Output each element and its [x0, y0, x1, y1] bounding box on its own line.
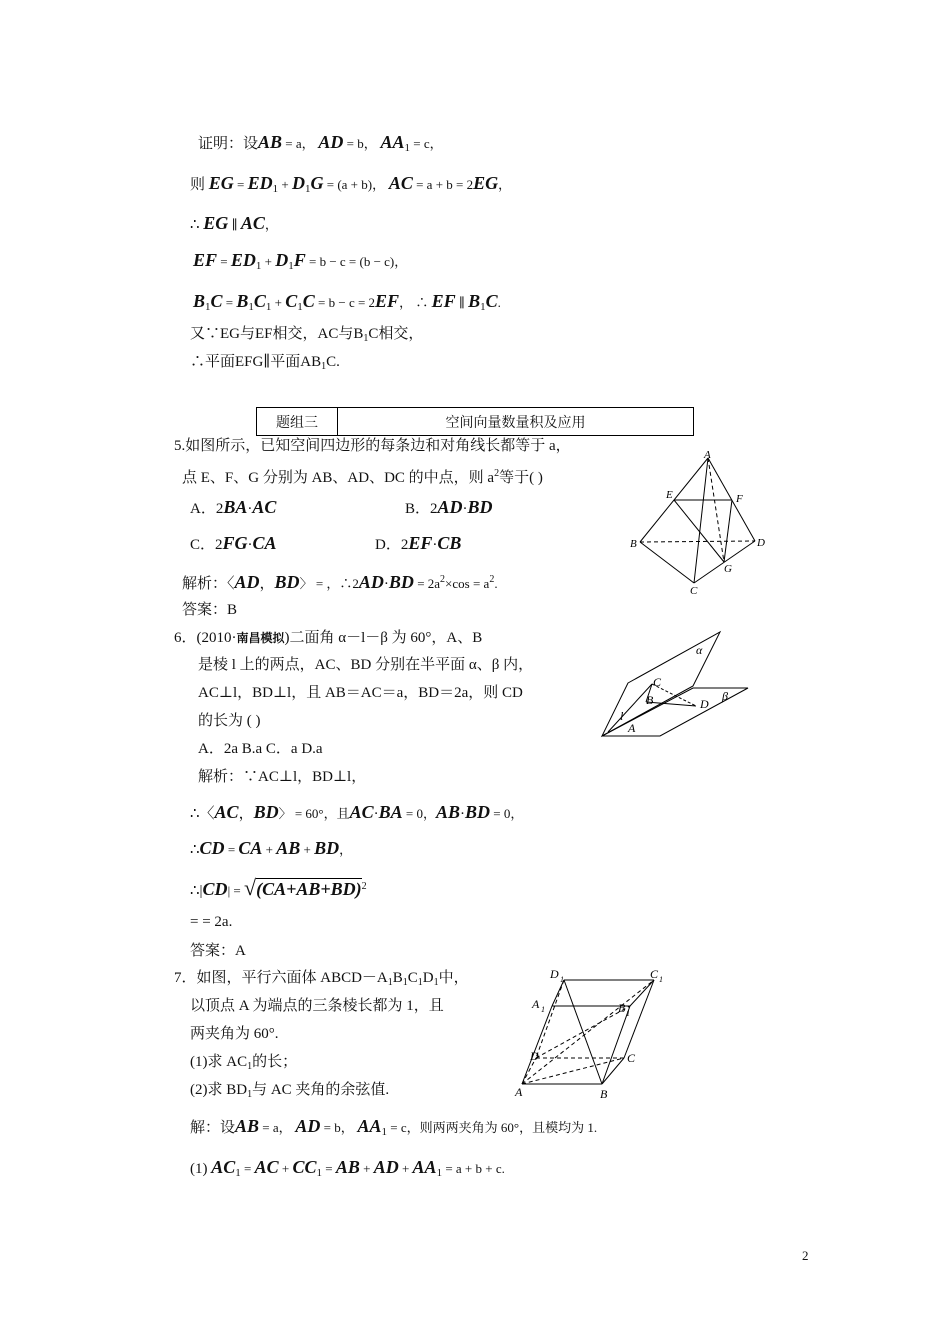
text: +: [359, 1161, 374, 1176]
radicand: (CA+AB+BD): [256, 879, 362, 899]
dot: ·: [460, 806, 466, 822]
text: =: [233, 177, 248, 192]
table-cell-topic: 空间向量数量积及应用: [445, 414, 586, 431]
vector: BD: [465, 802, 491, 822]
vector: BD: [388, 572, 414, 592]
text: 的长为 ( ): [198, 713, 261, 729]
text: 5.如图所示，已知空间四边形的每条边和对角线长都等于 a，: [174, 438, 571, 454]
vector: AC: [254, 1157, 279, 1177]
label-d1-sub: 1: [560, 975, 564, 984]
q5-solution: [182, 570, 498, 594]
text: 7．如图，平行六面体 ABCD－A: [174, 970, 388, 986]
vector: BA: [223, 497, 248, 517]
table-cell-group: 题组三: [257, 408, 338, 435]
label-f: F: [736, 493, 743, 505]
q6-stem-2: [198, 655, 533, 675]
q7-stem-1: [174, 968, 469, 993]
dot: ·: [432, 537, 438, 553]
text: =: [240, 1161, 255, 1176]
text: = = 2a.: [190, 914, 233, 930]
text: = 0，: [490, 806, 524, 821]
text: +: [261, 254, 276, 269]
label-d: D: [700, 697, 709, 711]
text: A．2: [190, 501, 224, 517]
text: B: [392, 970, 403, 986]
text: ×cos = a: [445, 576, 490, 591]
text: = 2a: [413, 576, 441, 591]
label-a: A: [515, 1085, 523, 1099]
vector: BA: [378, 802, 403, 822]
q5-option-c: [190, 533, 277, 555]
text: (1)求 AC: [190, 1054, 248, 1070]
text: ，: [259, 576, 275, 592]
vector: C: [285, 291, 298, 311]
label-b: B: [600, 1087, 608, 1101]
q6-stem-3: [198, 683, 523, 703]
subscript: 1: [404, 142, 411, 154]
proof-line-2: [190, 173, 511, 199]
vector: C: [253, 291, 266, 311]
sqrt-icon: √: [244, 875, 257, 900]
text: 两夹角为 60°.: [190, 1026, 279, 1042]
text: = (a + b)，: [323, 177, 386, 192]
vector: EF: [375, 291, 400, 311]
q5-stem-2: [182, 464, 543, 488]
subscript: 1: [433, 977, 439, 988]
subscript: 1: [297, 301, 303, 313]
proof-line-6: [190, 324, 423, 349]
text: = c，则两两夹角为 60°，且模均为 1.: [387, 1120, 598, 1135]
text: = a + b = 2: [412, 177, 474, 192]
q5-answer: [182, 600, 237, 620]
q6-stem-1: [174, 628, 482, 648]
vector: AC: [211, 1157, 236, 1177]
text: AC⊥l，BD⊥l，且 AB＝AC＝a，BD＝2a，则 CD: [198, 685, 523, 701]
vector: CD: [199, 838, 225, 858]
q7-stem-3: [190, 1024, 279, 1044]
section-table: [256, 407, 694, 436]
text: 证明：设: [198, 136, 259, 152]
text: = b − c = 2: [314, 295, 376, 310]
vector: EG: [473, 173, 499, 193]
vector: AA: [380, 132, 405, 152]
vector: AD: [373, 1157, 399, 1177]
text: 〉 = ，∴2: [299, 576, 359, 591]
text: = b，: [343, 136, 377, 151]
text: C: [407, 970, 418, 986]
subscript: 1: [265, 301, 272, 313]
text: ，: [264, 217, 278, 232]
text: +: [278, 1161, 293, 1176]
vector: AB: [258, 132, 283, 152]
text: = a + b + c.: [442, 1161, 505, 1176]
text: =: [222, 295, 237, 310]
subscript: 1: [272, 183, 279, 195]
q6-solution-3: [190, 838, 352, 860]
subscript: 1: [304, 183, 311, 195]
vector: ED: [247, 173, 273, 193]
text: = 0，: [402, 806, 436, 821]
q5-stem-1: [174, 436, 571, 456]
vector: EF: [408, 533, 433, 553]
vector: B: [468, 291, 481, 311]
q7-stem-2: [190, 996, 444, 1016]
subscript: 1: [247, 1061, 253, 1072]
superscript: 2: [361, 881, 367, 892]
label-c: C: [690, 585, 698, 597]
vector: AC: [388, 173, 413, 193]
vector: D: [275, 250, 289, 270]
parallelepiped-figure: [512, 962, 672, 1102]
text: = a，: [259, 1120, 292, 1135]
text: ，: [238, 806, 254, 822]
text: ∴平面EFG∥平面AB: [190, 354, 322, 370]
text: 答案：B: [182, 602, 238, 618]
vector: BD: [274, 572, 300, 592]
vector: C: [485, 291, 498, 311]
vector: AC: [214, 802, 239, 822]
vector: AC: [349, 802, 374, 822]
text: C相交，: [368, 326, 424, 342]
text: 则: [190, 177, 206, 193]
text: ，: [339, 842, 353, 857]
q6-solution-2: [190, 802, 523, 824]
vector: B: [193, 291, 206, 311]
q7-solution-1: [190, 1116, 597, 1142]
text: 解析：∵AC⊥l，BD⊥l，: [198, 769, 367, 785]
subscript: 1: [402, 977, 408, 988]
q6-answer: [190, 941, 246, 961]
text: = c，: [410, 136, 443, 151]
subscript: 1: [480, 301, 486, 313]
dot: ·: [247, 501, 253, 517]
text: D: [422, 970, 434, 986]
label-a: A: [628, 721, 636, 735]
text: 中，: [438, 970, 469, 986]
label-l: l: [620, 709, 624, 723]
text: ∴〈: [190, 806, 215, 822]
text: C.: [326, 354, 340, 370]
text: 解析：〈: [182, 576, 235, 592]
vector: AD: [234, 572, 260, 592]
vector: CB: [437, 533, 462, 553]
vector: F: [293, 250, 306, 270]
vector: AC: [252, 497, 277, 517]
vector: D: [291, 173, 305, 193]
text: 6．(2010·: [174, 630, 237, 646]
text: ， ∴: [399, 295, 432, 310]
proof-line-3: [190, 213, 278, 235]
text: A．2a B.a C．a D.a: [198, 741, 323, 757]
q6-solution-4: [190, 877, 367, 901]
vector: FG: [222, 533, 248, 553]
vector: AD: [437, 497, 463, 517]
vector: EG: [208, 173, 234, 193]
vector: G: [310, 173, 324, 193]
vector: C: [210, 291, 223, 311]
tetrahedron-figure: [620, 448, 770, 598]
label-c: C: [627, 1051, 636, 1065]
text: .: [494, 576, 498, 591]
q5-option-d: [375, 533, 461, 555]
q6-solution-5: [190, 912, 232, 932]
q7-solution-2: [190, 1157, 505, 1183]
dot: ·: [373, 806, 379, 822]
superscript: 2: [440, 574, 446, 585]
vector: BD: [467, 497, 493, 517]
q6-options: [198, 739, 323, 759]
text: = b − c = (b − c)，: [305, 254, 408, 269]
q5-option-b: [405, 497, 493, 519]
text: C．2: [190, 537, 223, 553]
subscript: 1: [387, 977, 393, 988]
superscript: 2: [494, 468, 500, 479]
text: )二面角 α－l－β 为 60°，A、B: [284, 630, 483, 646]
source-label: 南昌模拟: [236, 631, 285, 645]
vector: ED: [230, 250, 256, 270]
label-b1: B: [618, 1001, 626, 1015]
subscript: 1: [316, 1167, 322, 1179]
label-d1: D: [550, 967, 559, 981]
q6-solution-1: [198, 767, 366, 787]
q6-stem-4: [198, 711, 261, 731]
label-a1-sub: 1: [541, 1005, 545, 1014]
vector: AD: [318, 132, 344, 152]
label-alpha: α: [696, 643, 703, 657]
q7-stem-5: [190, 1080, 389, 1105]
text: =: [321, 1161, 336, 1176]
text: B．2: [405, 501, 438, 517]
text: =: [224, 842, 239, 857]
label-c1: C: [650, 967, 659, 981]
vector: AB: [276, 838, 301, 858]
vector: EG: [203, 213, 229, 233]
text: =: [217, 254, 231, 269]
proof-line-7: [190, 352, 340, 377]
subscript: 1: [288, 260, 294, 272]
subscript: 1: [417, 977, 423, 988]
vector: AA: [357, 1116, 382, 1136]
text: +: [262, 842, 277, 857]
vector: CA: [238, 838, 263, 858]
q5-option-a: [190, 497, 276, 519]
page-number: 2: [802, 1248, 809, 1263]
subscript: 1: [381, 1126, 388, 1138]
dot: ·: [462, 501, 468, 517]
text: (1): [190, 1161, 212, 1177]
text: 与 AC 夹角的余弦值.: [252, 1082, 390, 1098]
subscript: 1: [248, 301, 254, 313]
proof-line-4: [193, 250, 407, 276]
label-d: D: [530, 1049, 539, 1063]
text: 答案：A: [190, 943, 246, 959]
label-b: B: [646, 693, 654, 707]
vector: B: [236, 291, 249, 311]
proof-line-1: [198, 132, 443, 158]
subscript: 1: [247, 1089, 253, 1100]
text: ∥: [455, 295, 469, 310]
vector: AD: [295, 1116, 321, 1136]
text: 又∵EG与EF相交，AC与B: [190, 326, 364, 342]
text: D．2: [375, 537, 409, 553]
label-e: E: [666, 489, 673, 501]
vector: AC: [240, 213, 265, 233]
subscript: 1: [255, 260, 262, 272]
q7-stem-4: [190, 1052, 297, 1077]
text: 等于( ): [499, 470, 543, 486]
text: +: [271, 295, 286, 310]
subscript: 1: [205, 301, 211, 313]
superscript: 2: [489, 574, 495, 585]
text: ，: [498, 177, 512, 192]
text: +: [398, 1161, 413, 1176]
text: +: [300, 842, 315, 857]
text: 点 E、F、G 分别为 AB、AD、DC 的中点，则 a: [182, 470, 495, 486]
vector: CD: [202, 879, 228, 899]
subscript: 1: [363, 333, 369, 344]
vector: AD: [358, 572, 384, 592]
text: 解：设: [190, 1120, 236, 1136]
vector: AB: [335, 1157, 360, 1177]
subscript: 1: [321, 361, 327, 372]
therefore-symbol: ∴: [190, 217, 200, 233]
text: 是棱 l 上的两点，AC、BD 分别在半平面 α、β 内，: [198, 657, 534, 673]
vector: CC: [292, 1157, 317, 1177]
label-d: D: [757, 537, 765, 549]
vector: BD: [314, 838, 340, 858]
label-c: C: [653, 675, 662, 689]
vector: C: [302, 291, 315, 311]
subscript: 1: [436, 1167, 443, 1179]
vector: AA: [412, 1157, 437, 1177]
text: 〉 = 60°，且: [278, 806, 350, 821]
subscript: 1: [235, 1167, 241, 1179]
label-b1-sub: 1: [626, 1009, 630, 1018]
text: | =: [227, 883, 244, 898]
label-a: A: [704, 449, 711, 461]
text: = a，: [282, 136, 315, 151]
vector: BD: [253, 802, 279, 822]
dot: ·: [383, 576, 389, 592]
text: 的长；: [252, 1054, 298, 1070]
therefore-symbol: ∴: [190, 842, 200, 858]
text: = b，: [320, 1120, 354, 1135]
proof-line-5: [193, 291, 501, 317]
text: .: [497, 295, 501, 310]
label-b: B: [630, 538, 637, 550]
vector: CA: [252, 533, 277, 553]
text: ∥: [228, 217, 241, 232]
label-g: G: [724, 563, 732, 575]
text: 以顶点 A 为端点的三条棱长都为 1，且: [190, 998, 444, 1014]
vector: EF: [193, 250, 218, 270]
label-a1: A: [532, 997, 540, 1011]
vector: EF: [431, 291, 456, 311]
text: +: [278, 177, 292, 192]
dot: ·: [247, 537, 253, 553]
label-beta: β: [722, 689, 728, 703]
text: (2)求 BD: [190, 1082, 248, 1098]
dihedral-figure: [598, 628, 758, 743]
label-c1-sub: 1: [659, 975, 663, 984]
text: ∴|: [190, 883, 203, 899]
vector: AB: [235, 1116, 260, 1136]
vector: AB: [436, 802, 461, 822]
